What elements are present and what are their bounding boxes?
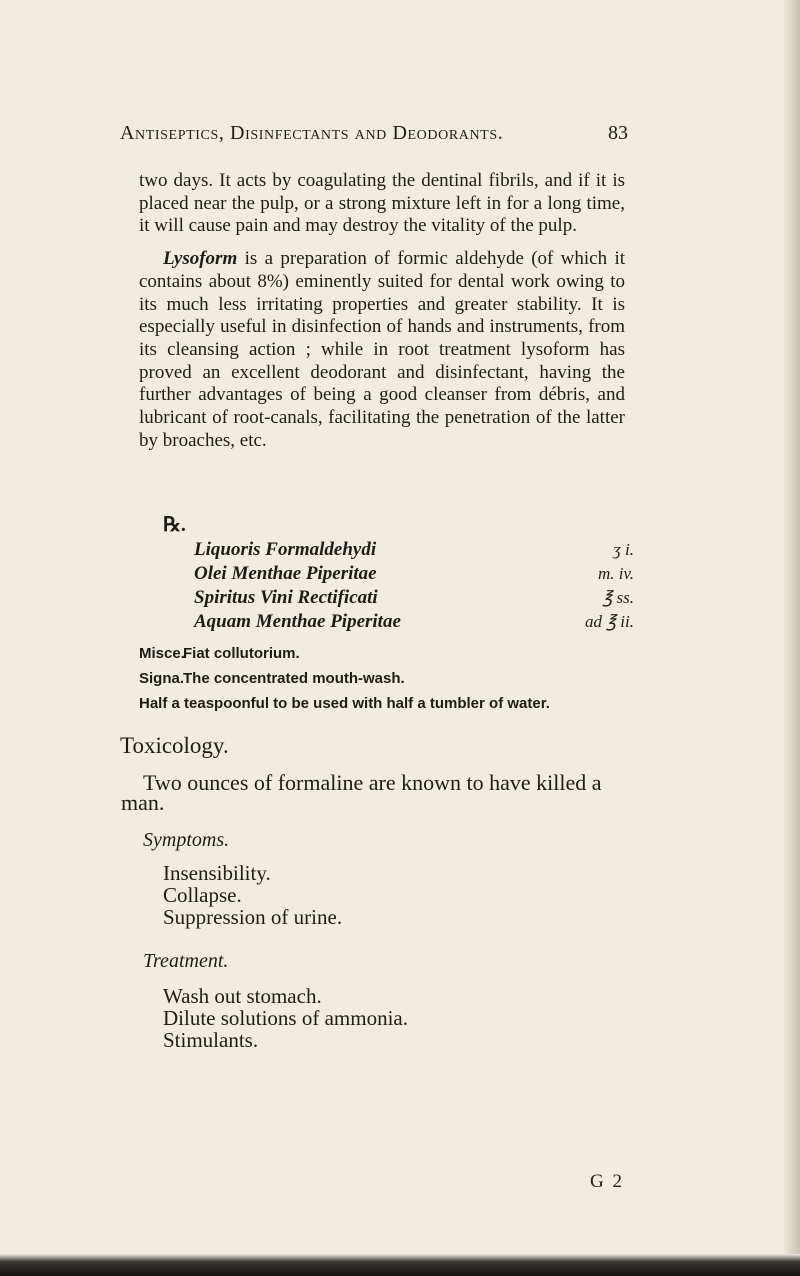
ingredient-quantity: m. iv. — [597, 564, 634, 583]
continuation-paragraph: two days. It acts by coagulating the dentinal fibrils, and if it is placed near the pulp, or a strong mixture left in for a long time, it will cause pain and may destroy the vitality of the pulp. — [139, 170, 625, 237]
toxicology-text: Two ounces of formaline are known to have killed a man. — [121, 770, 602, 815]
treatment-list — [163, 985, 408, 1051]
ingredient-row — [194, 611, 634, 635]
ingredient-row — [194, 563, 634, 587]
running-title: Antiseptics, Disinfectants and Deodorants. — [120, 122, 504, 144]
recipe-symbol: ℞. — [163, 514, 186, 536]
list-item: Collapse. — [163, 883, 242, 907]
direction-text: Fiat collutorium. — [183, 645, 300, 662]
direction-signa — [139, 670, 405, 687]
ingredient-name: Aquam Menthae Piperitae — [194, 611, 401, 632]
page-number: 83 — [608, 122, 628, 144]
scan-shadow — [0, 1254, 800, 1276]
ingredient-name: Liquoris Formaldehydi — [194, 539, 377, 560]
running-header — [0, 122, 800, 152]
list-item: Wash out stomach. — [163, 984, 322, 1008]
ingredient-row — [194, 539, 634, 563]
direction-label: Signa. — [139, 670, 185, 687]
direction-dose — [139, 695, 550, 712]
page-edge — [784, 0, 800, 1276]
signature-mark: G 2 — [590, 1171, 624, 1192]
lysoform-term: Lysoform — [163, 248, 238, 270]
list-item: Suppression of urine. — [163, 905, 343, 929]
direction-text: Half a teaspoonful to be used with half a tumbler of water. — [139, 695, 550, 712]
direction-text: The concentrated mouth-wash. — [183, 670, 405, 687]
ingredient-row — [194, 587, 634, 611]
ingredient-name: Olei Menthae Piperitae — [194, 563, 377, 584]
ingredient-quantity: ℥ ss. — [602, 588, 634, 607]
symptoms-heading: Symptoms. — [143, 829, 230, 851]
lysoform-paragraph — [139, 248, 625, 452]
lysoform-text: is a preparation of formic aldehyde (of which it contains about 8%) eminently suited for dental work owing to its much less irritating properties and greater stability. It is especially useful in disinfection of hands and instruments, from its cleansing action ; while in root treatment lysoform has proved an excellent deodorant and disinfectant, having the further advantages of being a good cleanser from débris, and lubricant of root-canals, facilitating the penetration of the latter by broaches, etc. — [139, 248, 625, 451]
treatment-heading: Treatment. — [143, 950, 229, 972]
ingredient-name: Spiritus Vini Rectificati — [194, 587, 378, 608]
symptoms-list — [163, 862, 342, 928]
list-item: Dilute solutions of ammonia. — [163, 1006, 408, 1030]
direction-label: Misce. — [139, 645, 185, 662]
body-text — [139, 170, 625, 452]
list-item: Stimulants. — [163, 1028, 259, 1052]
list-item: Insensibility. — [163, 861, 271, 885]
toxicology-heading: Toxicology. — [120, 733, 229, 758]
ingredient-quantity: ʒ i. — [613, 540, 634, 559]
ingredient-quantity: ad ℥ ii. — [584, 612, 634, 631]
direction-misce — [139, 645, 300, 662]
